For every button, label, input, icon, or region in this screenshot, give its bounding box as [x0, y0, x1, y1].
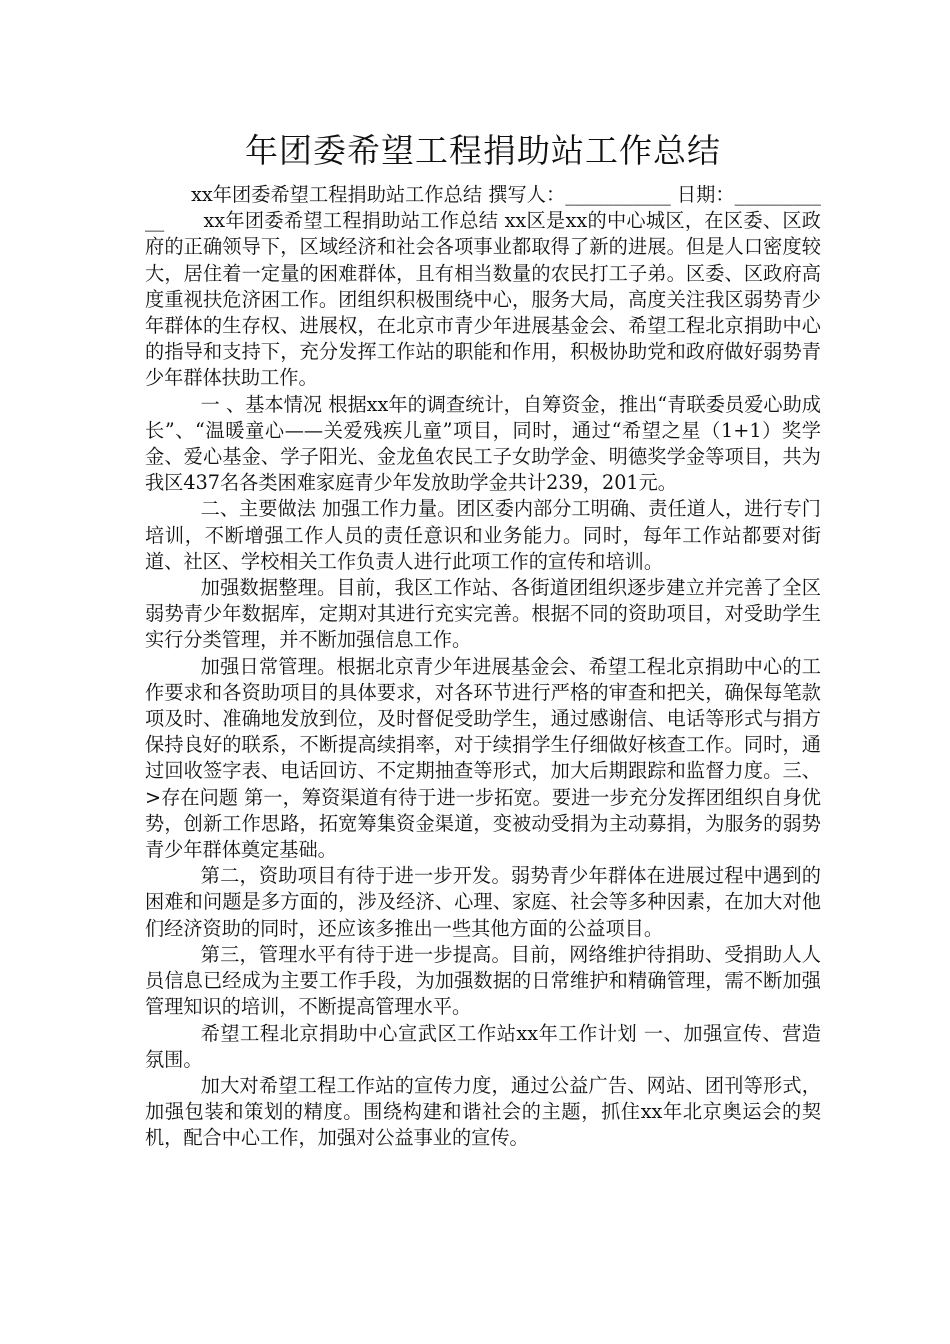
paragraph-issue-two: 第二，资助项目有待于进一步开发。弱势青少年群体在进展过程中遇到的困难和问题是多方面的，涉及经济、心理、家庭、社会等多种因素，在加大对他们经济资助的同时，还应该多推出一些其他方面的公益项目。: [145, 864, 821, 940]
paragraph-issue-three: 第三，管理水平有待于进一步提高。目前，网络维护待捐助、受捐助人人员信息已经成为主要工作手段，为加强数据的日常维护和精确管理，需不断加强管理知识的培训，不断提高管理水平。: [145, 942, 821, 1019]
paragraph-main-practices: 二、主要做法 加强工作力量。团区委内部分工明确、责任道人，进行专门培训，不断增强工作人员的责任意识和业务能力。同时，每年工作站都要对街道、社区、学校相关工作负责人进行此项工作的宣传和培训。: [145, 497, 821, 573]
paragraph-basic-situation: 一 、基本情况 根据xx年的调查统计，自筹资金，推出“青联委员爱心助成长”、“温暖童心——关爱残疾儿童”项目，同时，通过“希望之星（1+1）奖学金、爱心基金、学子阳光、金龙鱼农民工子女助学金、明德奖学金等项目，共为我区437名各类困难家庭青少年发放助学金共计239，201元。: [145, 392, 821, 495]
paragraph-data-management: 加强数据整理。目前，我区工作站、各街道团组织逐步建立并完善了全区弱势青少年数据库，定期对其进行充实完善。根据不同的资助项目，对受助学生实行分类管理，并不断加强信息工作。: [145, 576, 821, 652]
document-title: 年团委希望工程捐助站工作总结: [245, 131, 721, 170]
paragraph-daily-management: 加强日常管理。根据北京青少年进展基金会、希望工程北京捐助中心的工作要求和各资助项目的具体要求，对各环节进行严格的审查和把关，确保每笔款项及时、准确地发放到位，及时督促受助学生，通过感谢信、电话等形式与捐方保持良好的联系，不断提高续捐率，对于续捐学生仔细做好核查工作。同时，通过回收签字表、电话回访、不定期抽查等形式，加大后期跟踪和监督力度。三、>存在问题 第一，筹资渠道有待于进一步拓宽。要进一步充分发挥团组织自身优势，创新工作思路，拓宽筹集资金渠道，变被动受捐为主动募捐，为服务的弱势青少年群体奠定基础。: [145, 654, 821, 862]
paragraph-intro: xx年团委希望工程捐助站工作总结 撰写人：___________ 日期：___________ xx年团委希望工程捐助站工作总结 xx区是xx的中心城区，在区委、区政府的正确领导下，区域经济和社会各项事业都取得了新的进展。但是人口密度较大，居住着一定量的困难群体，且有相当数量的农民打工子弟。区委、区政府高度重视扶危济困工作。团组织积极围绕中心，服务大局，高度关注我区弱势青少年群体的生存权、进展权，在北京市青少年进展基金会、希望工程北京捐助中心的指导和支持下，充分发挥工作站的职能和作用，积极协助党和政府做好弱势青少年群体扶助工作。: [145, 183, 821, 390]
document-page: [145, 128, 821, 1152]
paragraph-publicity: 加大对希望工程工作站的宣传力度，通过公益广告、网站、团刊等形式，加强包装和策划的精度。围绕构建和谐社会的主题，抓住xx年北京奥运会的契机，配合中心工作，加强对公益事业的宣传。: [145, 1073, 821, 1150]
paragraph-work-plan-heading: 希望工程北京捐助中心宣武区工作站xx年工作计划 一、加强宣传、营造氛围。: [145, 1021, 821, 1071]
